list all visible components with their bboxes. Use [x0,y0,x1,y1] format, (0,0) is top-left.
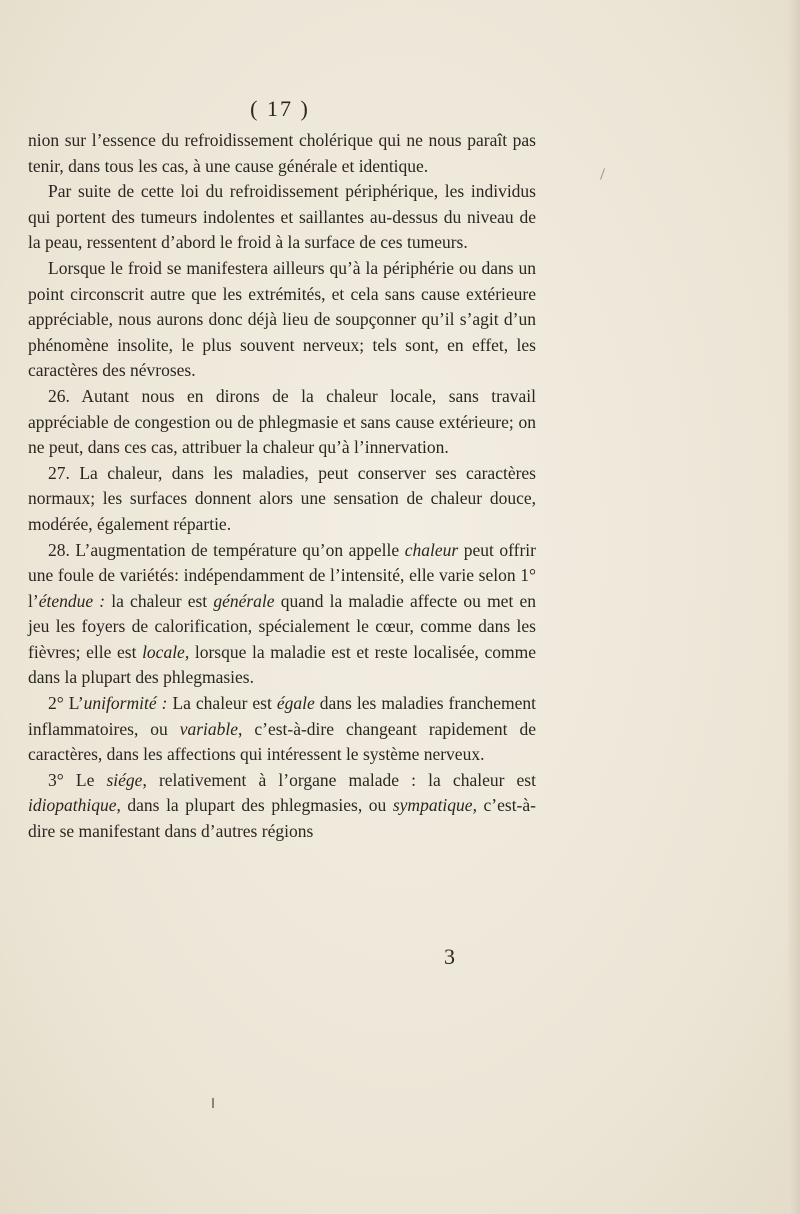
paragraph: 27. La chaleur, dans les maladies, peut conserver ses caractères normaux; les surfaces donnent alors une sensation de chaleur douce, modérée, également répartie. [28,462,536,534]
paragraph: nion sur l’essence du refroidissement cholérique qui ne nous paraît pas tenir, dans tous les cas, à une cause générale et identique. [28,130,536,176]
paragraph: 28. L’augmentation de température qu’on appelle chaleur peut offrir une foule de variétés: indépendamment de l’intensité, elle varie selon 1° l’étendue : la chaleur est générale quand la maladie affecte ou met en jeu les foyers de calorification, spécialement le cœur, comme dans les fièvres; elle est locale, lorsque la maladie est et reste localisée, comme dans la plupart des phlegmasies. [28,539,536,688]
paragraph: 3° Le siége, relativement à l’organe malade : la chaleur est idiopathique, dans la plupart des phlegmasies, ou sympatique, c’est-à-dire se manifestant dans d’autres régions [28,769,536,842]
paragraph: Lorsque le froid se manifestera ailleurs qu’à la périphérie ou dans un point circonscrit autre que les extrémités, et cela sans cause extérieure appréciable, nous aurons donc déjà lieu de soupçonner qu’il s’agit d’un phénomène insolite, le plus souvent nerveux; tels sont, en effet, les caractères des névroses. [28,257,536,381]
paragraph: Par suite de cette loi du refroidissement périphérique, les individus qui portent des tumeurs indolentes et saillantes au-dessus du niveau de la peau, ressentent d’abord le froid à la surface de ces tumeurs. [28,181,536,253]
paragraph: 2° L’uniformité : La chaleur est égale dans les maladies franchement inflammatoires, ou variable, c’est-à-dire changeant rapidement de caractères, dans les affections qui intéressent le système nerveux. [28,693,536,765]
margin-mark [600,168,605,180]
signature-mark: 3 [444,944,455,969]
page-number: ( 17 ) [250,96,310,121]
body-text [28,128,536,845]
page-edge [788,0,800,1214]
paragraph: 26. Autant nous en dirons de la chaleur locale, sans travail appréciable de congestion ou de phlegmasie et sans cause extérieure; on ne peut, dans ces cas, attribuer la chaleur qu’à l’innervation. [28,385,536,458]
stray-mark [212,1098,214,1108]
